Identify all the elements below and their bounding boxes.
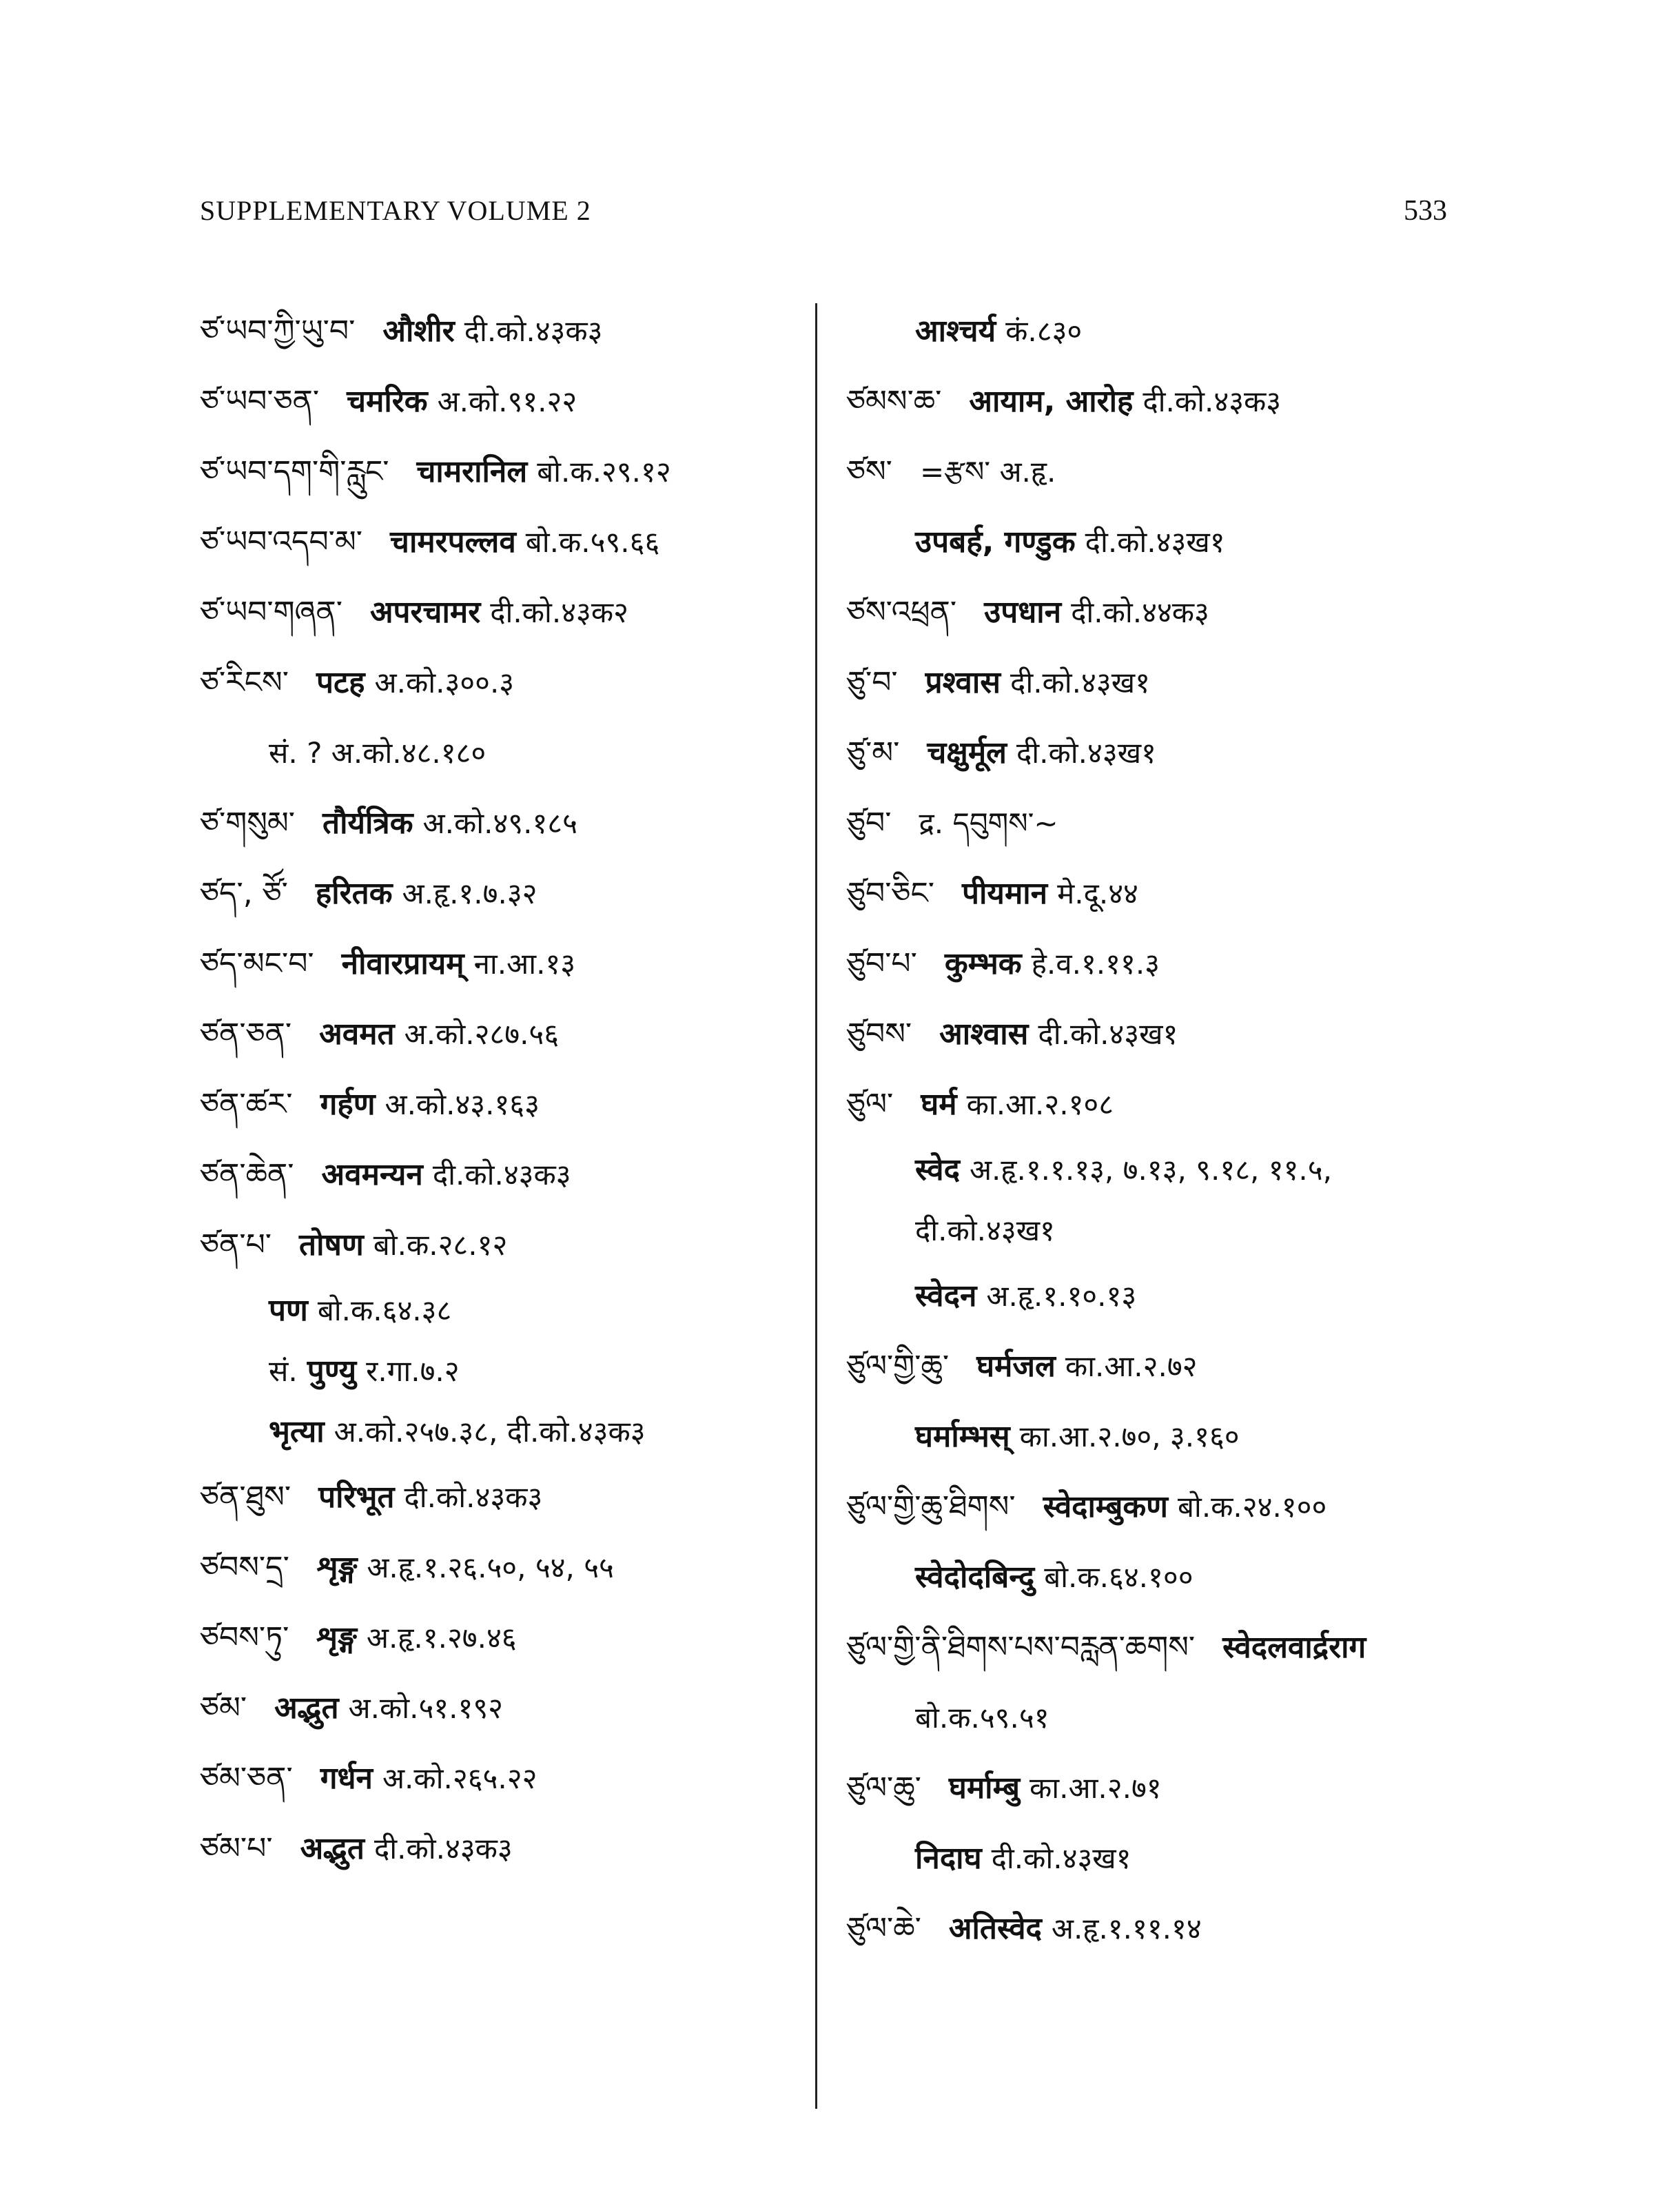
source-reference: दी.को.४३ख१ [1016,736,1156,770]
entry-continuation [200,1402,806,1462]
sanskrit-equivalent: तोषण [299,1227,364,1263]
source-reference: दी.को.४३क३ [404,1480,543,1514]
sanskrit-equivalent: चमरिक [347,384,428,419]
source-reference: बो.क.२८.१२ [373,1228,508,1262]
sanskrit-equivalent: अद्भुत [274,1690,339,1726]
tibetan-headword: ཙུལ་ [846,1087,894,1122]
tibetan-headword: ཙབས་ཏུ་ [200,1620,289,1655]
entry-continuation [846,1261,1480,1331]
tibetan-headword: ཙུལ་ཆེ་ [846,1911,921,1946]
source-reference: अ.हृ.१.२६.५०, ५४, ५५ [367,1551,614,1584]
entry-note: सं. [269,1354,298,1388]
source-reference: हे.व.१.११.३ [1031,947,1160,981]
right-column [846,296,1480,1964]
source-reference: अ.को.४९.१८५ [422,806,577,840]
tibetan-headword: ཙད་མང་བ་ [200,946,314,981]
tibetan-headword: ཙས་འཕྲན་ [846,595,957,630]
sanskrit-equivalent: स्वेदाम्बुकण [1043,1489,1168,1524]
sanskrit-equivalent: प्रश्वास [925,665,1001,700]
tibetan-headword: ཙ་ཡབ་གཞན་ [200,595,342,630]
dictionary-entry [846,1613,1480,1683]
tibetan-headword: ཙབས་དྲ་ [200,1550,289,1585]
sanskrit-equivalent: पण [269,1293,308,1328]
source-reference: बो.क.५९.५१ [915,1701,1049,1735]
tibetan-headword: ཙུ་བ་ [846,665,898,700]
column-divider [815,303,817,2109]
dictionary-entry [846,859,1480,929]
sanskrit-equivalent: पटह [316,665,365,700]
dictionary-entry [200,1814,806,1884]
source-reference: दी.को.४३ख१ [1085,525,1225,559]
entry-note: =རྩས་ अ.हृ. [919,455,1056,489]
source-reference: दी.को.४४क३ [1071,595,1209,629]
dictionary-entry [200,578,806,648]
dictionary-entry [200,648,806,718]
sanskrit-equivalent: घर्मजल [976,1349,1056,1384]
sanskrit-equivalent: भृत्या [269,1414,325,1449]
source-reference: र.गा.७.२ [366,1354,460,1388]
source-reference: बो.क.२४.१०० [1177,1490,1327,1524]
tibetan-headword: ཙམ་ཅན་ [200,1761,293,1796]
sanskrit-equivalent: कुम्भक [944,946,1022,981]
sanskrit-equivalent: स्वेदलवार्द्रराग [1222,1630,1366,1665]
sanskrit-equivalent: पुण्यु [307,1353,357,1389]
sanskrit-equivalent: अतिस्वेद [948,1911,1042,1946]
sanskrit-equivalent: स्वेद [915,1152,960,1187]
source-reference: अ.को.४३.१६३ [385,1087,540,1121]
sanskrit-equivalent: शृङ्ग [316,1550,358,1585]
dictionary-entry [846,999,1480,1070]
source-reference: दी.को.४३क३ [1143,385,1282,418]
tibetan-headword: ཙན་ཆེན་ [200,1157,294,1192]
entry-continuation [846,1542,1480,1613]
tibetan-headword: ཙམ་པ་ [200,1831,273,1866]
source-reference: अ.को.३००.३ [374,666,515,699]
tibetan-headword: ཙད་, ཙོ་ [200,876,288,911]
dictionary-entry [200,929,806,999]
sanskrit-equivalent: आश्वास [939,1016,1029,1052]
sanskrit-equivalent: घर्माम्बु [948,1770,1020,1806]
page-header [200,194,1447,236]
source-reference: दी.को.४३ख१ [915,1214,1055,1247]
source-reference: दी.को.४३ख१ [1010,666,1150,699]
source-reference: बो.क.६४.१०० [1044,1560,1194,1594]
dictionary-entry [200,1603,806,1673]
tibetan-headword: ཙུབ་ཅིང་ [846,876,935,911]
dictionary-entry [846,929,1480,999]
sanskrit-equivalent: चामरपल्लव [390,524,516,560]
source-reference: दी.को.४३क३ [464,314,603,348]
tibetan-headword: ཙས་ [846,454,892,489]
source-reference: दी.को.४३ख१ [991,1841,1131,1875]
page-number: 533 [1404,195,1447,227]
sanskrit-equivalent: चक्षुर्मूल [927,735,1007,770]
sanskrit-equivalent: गर्हण [320,1087,376,1122]
source-reference: दी.को.४३क३ [373,1832,513,1866]
dictionary-entry [200,859,806,929]
sanskrit-equivalent: अपरचामर [369,595,481,630]
tibetan-headword: ཙུབ་པ་ [846,946,917,981]
tibetan-headword: ཙམས་ཆ་ [846,384,942,419]
tibetan-headword: ཙ་ཡབ་ཀྱི་ཡུ་བ་ [200,314,356,349]
dictionary-entry [200,367,806,437]
dictionary-entry [200,296,806,367]
entry-continuation [846,1683,1480,1753]
sanskrit-equivalent: उपधान [984,595,1062,630]
tibetan-headword: ཙམ་ [200,1690,247,1726]
sanskrit-equivalent: उपबर्ह, गण्डुक [915,524,1076,560]
entry-continuation [846,1200,1480,1261]
tibetan-headword: ཙན་ཚར་ [200,1087,293,1122]
sanskrit-equivalent: शृङ्ग [316,1620,357,1655]
sanskrit-equivalent: निदाघ [915,1841,982,1876]
tibetan-headword: ཙུ་མ་ [846,735,900,770]
dictionary-entry [846,1894,1480,1964]
tibetan-headword: ཙ་ཡབ་དག་གི་རླུང་ [200,454,389,489]
tibetan-headword: ཙན་ཅན་ [200,1016,292,1052]
sanskrit-equivalent: स्वेदोदबिन्दु [915,1560,1035,1595]
dictionary-entry [846,718,1480,788]
sanskrit-equivalent: घर्म [921,1087,957,1122]
entry-continuation [200,1341,806,1402]
entry-continuation [846,1402,1480,1472]
sanskrit-equivalent: अवमन्यन [321,1157,423,1192]
sanskrit-equivalent: अवमत [319,1016,395,1052]
dictionary-entry [200,1210,806,1280]
tibetan-headword: ཙ་གསུམ་ [200,806,296,841]
tibetan-headword: ཙུལ་གྱི་ཆུ་ [846,1349,950,1384]
source-reference: अ.हृ.१.७.३२ [402,877,537,910]
sanskrit-equivalent: हरितक [315,876,393,911]
dictionary-entry [846,648,1480,718]
dictionary-entry [846,437,1480,507]
sanskrit-equivalent: परिभूत [318,1480,395,1515]
sanskrit-equivalent: गर्धन [320,1761,373,1796]
dictionary-entry [846,788,1480,859]
entry-note: सं. ? अ.को.४८.१८० [269,736,486,770]
tibetan-headword: ཙུབ་ [846,806,892,841]
dictionary-entry [200,1070,806,1140]
tibetan-headword: ཙུལ་གྱི་ནི་ཐིགས་པས་བརླན་ཆགས་ [846,1630,1196,1665]
entry-note: द्र. དབུགས་~ [919,806,1058,840]
dictionary-entry [200,1744,806,1814]
entry-continuation [846,1823,1480,1894]
source-reference: अ.को.५१.१९२ [348,1691,504,1725]
source-reference: अ.हृ.१.११.१४ [1051,1912,1202,1945]
tibetan-headword: ཙན་ཐུས་ [200,1480,291,1515]
left-column [200,296,806,1884]
source-reference: का.आ.२.७०, ३.१६० [1019,1420,1240,1453]
sanskrit-equivalent: नीवारप्रायम् [341,946,464,981]
source-reference: कं.८३० [1005,314,1083,348]
sanskrit-equivalent: घर्माम्भस् [915,1419,1010,1454]
sanskrit-equivalent: आश्चर्य [915,314,996,349]
tibetan-headword: ཙུལ་ཆུ་ [846,1770,921,1806]
dictionary-entry [200,1140,806,1210]
source-reference: बो.क.६४.३८ [317,1294,452,1327]
dictionary-entry [200,788,806,859]
source-reference: अ.हृ.१.१.१३, ७.१३, ९.१८, ११.५, [969,1153,1332,1187]
dictionary-entry [846,1070,1480,1140]
sanskrit-equivalent: आयाम, आरोह [969,384,1134,419]
source-reference: अ.को.२८७.५६ [404,1017,560,1051]
sanskrit-equivalent: पीयमान [962,876,1048,911]
source-reference: दी.को.४३क३ [432,1158,571,1192]
source-reference: का.आ.२.७१ [1029,1771,1162,1805]
sanskrit-equivalent: चामरानिल [416,454,528,489]
dictionary-entry [200,999,806,1070]
entry-continuation [846,296,1480,367]
source-reference: अ.हृ.१.२७.४६ [366,1621,517,1655]
dictionary-entry [846,1331,1480,1402]
dictionary-entry [200,1462,806,1533]
tibetan-headword: ཙུབས་ [846,1016,912,1052]
source-reference: का.आ.२.७२ [1065,1349,1198,1383]
sanskrit-equivalent: औशीर [382,314,455,349]
tibetan-headword: ཙན་པ་ [200,1227,272,1263]
source-reference: अ.को.९१.२२ [437,385,577,418]
sanskrit-equivalent: स्वेदन [915,1278,977,1314]
dictionary-entry [846,367,1480,437]
source-reference: मे.दू.४४ [1057,877,1138,910]
dictionary-entry [846,1753,1480,1823]
entry-continuation [200,1280,806,1341]
dictionary-entry [846,1472,1480,1542]
source-reference: ना.आ.१३ [473,947,576,981]
source-reference: अ.को.२५७.३८, दी.को.४३क३ [334,1415,646,1449]
dictionary-entry [200,507,806,578]
entry-continuation [200,718,806,788]
dictionary-entry [200,1673,806,1744]
dictionary-entry [200,1533,806,1603]
source-reference: बो.क.५९.६६ [525,525,660,559]
tibetan-headword: ཙུལ་གྱི་ཆུ་ཐིགས་ [846,1489,1016,1524]
tibetan-headword: ཙ་ཡབ་ཅན་ [200,384,320,419]
source-reference: का.आ.२.१०८ [966,1087,1114,1121]
running-title: SUPPLEMENTARY VOLUME 2 [200,195,591,226]
dictionary-entry [846,578,1480,648]
source-reference: अ.हृ.१.१०.१३ [986,1279,1137,1313]
source-reference: दी.को.४३ख१ [1038,1017,1178,1051]
entry-continuation [846,507,1480,578]
sanskrit-equivalent: तौर्यत्रिक [322,806,413,841]
tibetan-headword: ཙ་རིངས་ [200,665,289,700]
source-reference: दी.को.४३क२ [490,595,628,629]
sanskrit-equivalent: अद्भुत [300,1831,365,1866]
dictionary-entry [200,437,806,507]
tibetan-headword: ཙ་ཡབ་འདབ་མ་ [200,524,363,560]
source-reference: बो.क.२९.१२ [537,455,671,489]
source-reference: अ.को.२६५.२२ [382,1761,537,1795]
entry-continuation [846,1140,1480,1200]
